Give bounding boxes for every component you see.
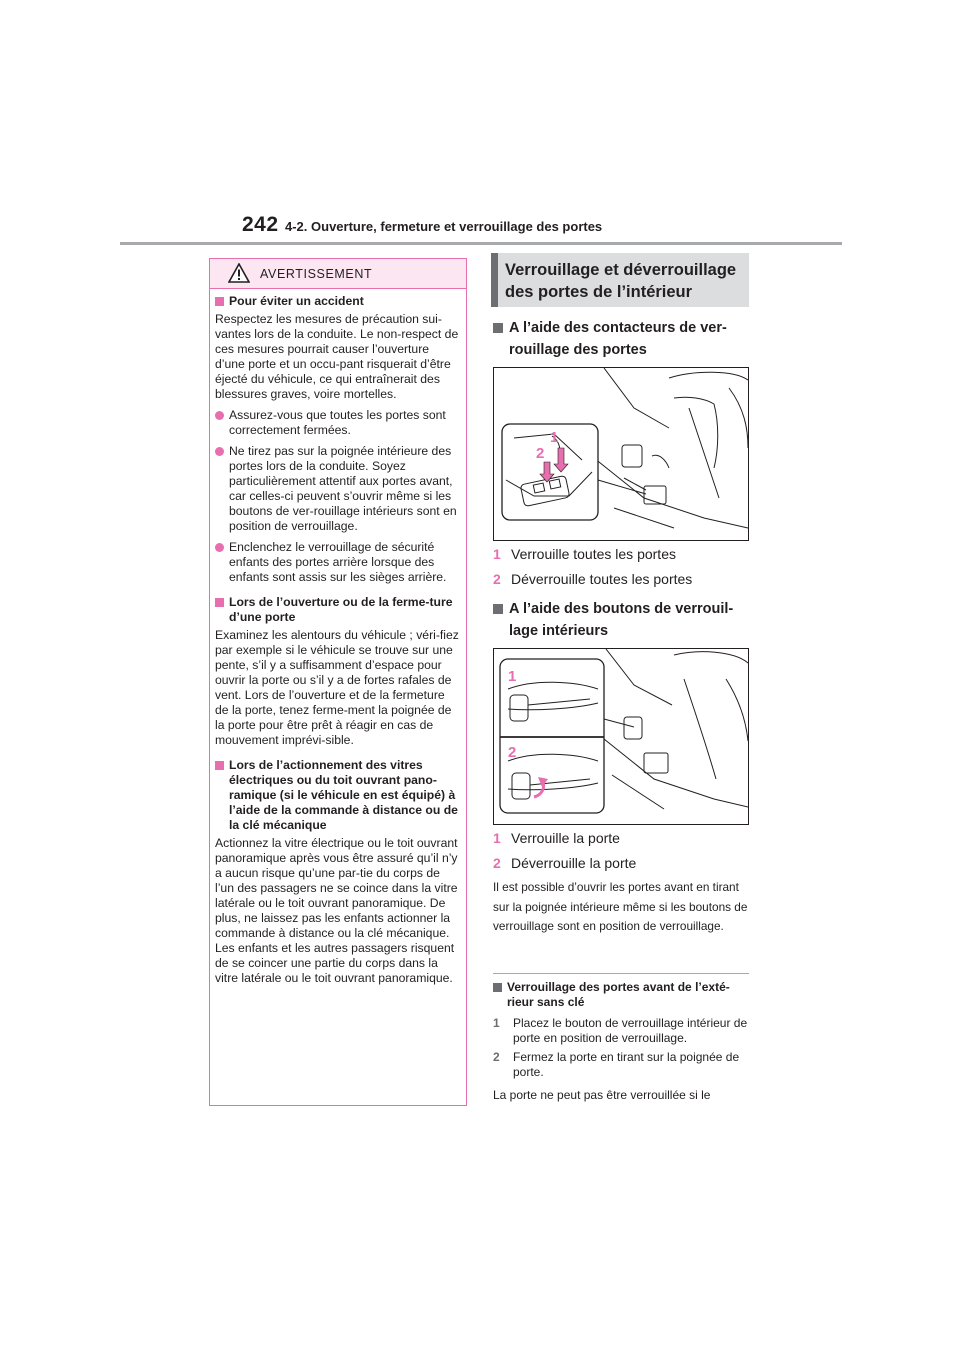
warning-bullet: Assurez-vous que toutes les portes sont correctement fermées. bbox=[215, 408, 461, 438]
button-item-lock bbox=[493, 828, 620, 848]
item-number: 2 bbox=[493, 571, 501, 587]
item-number: 1 bbox=[493, 546, 501, 562]
warning-bullet: Ne tirez pas sur la poignée intérieure des portes lors de la conduite. Soyez particulièrement attentif aux portes avant, car celles-ci peuvent s’ouvrir même si les boutons de ver-rouillage intérieurs sont en position de verrouillage. bbox=[215, 444, 461, 534]
opening-text: Examinez les alentours du véhicule ; véri-fiez par exemple si le véhicule se trouve sur une pente, s’il y a suffisamment d’espace pour ouvrir la porte ou s’il y a de fortes rafales de vent. Lors de l’ouverture et de la fermeture de la porte, tenez ferme-ment la poignée de la porte pour être prêt à réagir en cas de mouvement imprévi-sible. bbox=[215, 628, 459, 747]
door-lock-button-illustration bbox=[493, 648, 749, 825]
item-text: Déverrouille toutes les portes bbox=[511, 571, 693, 587]
accident-text: Respectez les mesures de précaution sui-vantes lors de la conduite. Le non-respect de ces mesures pourrait causer l’ouverture d’une porte et un occu-pant risquerait d’être éjecté du véhicule, ce qui entraînerait des blessures graves, voire mortelles. bbox=[215, 312, 459, 401]
header-rule bbox=[120, 242, 842, 245]
item-number: 2 bbox=[493, 855, 501, 871]
door-lock-button-drawing bbox=[494, 649, 748, 824]
step-text: Placez le bouton de verrouillage intérieur de porte en position de verrouillage. bbox=[513, 1016, 748, 1045]
step-number: 2 bbox=[493, 1050, 500, 1064]
section-heading-band bbox=[491, 253, 749, 307]
section-title: 4-2. Ouverture, fermeture et verrouillage des portes bbox=[285, 219, 603, 234]
step-number: 1 bbox=[493, 1016, 500, 1030]
page-number: 242 bbox=[242, 213, 279, 236]
exterior-step bbox=[493, 1050, 749, 1080]
figure-callout-2: 2 bbox=[536, 445, 545, 462]
step-text: Fermez la porte en tirant sur la poignée de porte. bbox=[513, 1050, 740, 1079]
buttons-note: Il est possible d’ouvrir les portes avant en tirant sur la poignée intérieure même si les boutons de verrouillage sont en position de verrouillage. bbox=[493, 880, 748, 934]
figure-callout-1: 1 bbox=[508, 668, 517, 685]
accident-heading: Pour éviter un accident bbox=[215, 294, 461, 309]
warning-box bbox=[209, 258, 467, 1106]
note-divider bbox=[493, 973, 749, 974]
warning-content bbox=[215, 294, 461, 986]
item-text: Verrouille toutes les portes bbox=[511, 546, 676, 562]
opening-heading: Lors de l’ouverture ou de la ferme-ture d’une porte bbox=[215, 595, 461, 625]
figure-callout-1: 1 bbox=[550, 429, 559, 446]
switch-item-unlock bbox=[493, 569, 692, 589]
door-lock-switch-illustration bbox=[493, 367, 749, 541]
item-text: Déverrouille la porte bbox=[511, 855, 637, 871]
switches-heading: A l’aide des contacteurs de ver-rouillage des portes bbox=[493, 317, 753, 361]
windows-text: Actionnez la vitre électrique ou le toit ouvrant panoramique après vous être assuré qu’il n’y a aucun risque qu’une par-tie du corps de l’un des passagers ne se coince dans la vitre latérale ou le toit ouvrant panoramique. De plus, ne laissez pas les enfants actionner la commande à distance ou la clé mécanique. Les enfants et les autres passagers risquent de se coincer une partie du corps dans la vitre latérale ou le toit ouvrant panoramique. bbox=[215, 836, 458, 985]
switch-item-lock bbox=[493, 544, 676, 564]
section-band-bar bbox=[491, 253, 498, 307]
button-item-unlock bbox=[493, 853, 636, 873]
warning-bullet: Enclenchez le verrouillage de sécurité enfants des portes arrière lorsque des enfants sont assis sur les sièges arrière. bbox=[215, 540, 461, 585]
exterior-step bbox=[493, 1016, 749, 1046]
item-number: 1 bbox=[493, 830, 501, 846]
exterior-heading: Verrouillage des portes avant de l’exté-rieur sans clé bbox=[493, 980, 749, 1010]
warning-triangle-icon bbox=[228, 263, 250, 283]
figure-callout-2: 2 bbox=[508, 744, 517, 761]
item-text: Verrouille la porte bbox=[511, 830, 620, 846]
windows-heading: Lors de l’actionnement des vitres électriques ou du toit ouvrant pano-ramique (si le véhicule en est équipé) à l’aide de la commande à distance ou de la clé mécanique bbox=[215, 758, 461, 833]
warning-header bbox=[210, 259, 466, 289]
buttons-heading: A l’aide des boutons de verrouil-lage intérieurs bbox=[493, 598, 753, 642]
door-lock-switch-drawing bbox=[494, 368, 748, 540]
warning-title: AVERTISSEMENT bbox=[260, 267, 373, 281]
exterior-trailing-text: La porte ne peut pas être verrouillée si le bbox=[493, 1088, 711, 1102]
section-heading: Verrouillage et déverrouillage des portes de l’intérieur bbox=[505, 261, 737, 301]
